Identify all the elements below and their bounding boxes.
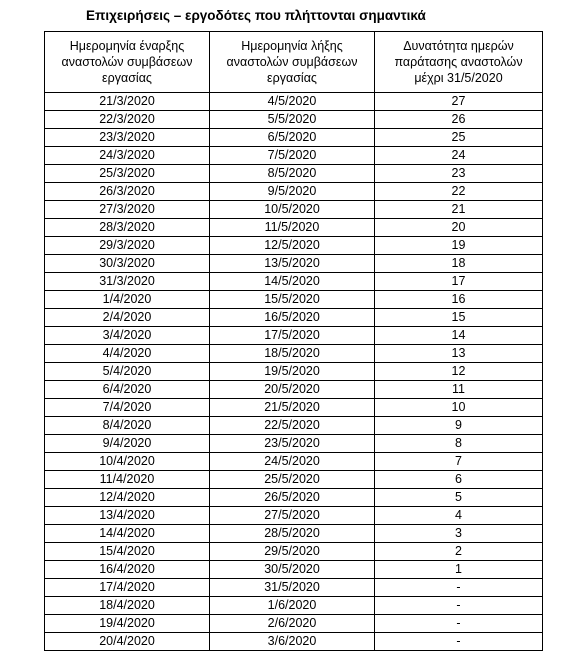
cell-end-date: 16/5/2020 — [210, 309, 375, 327]
cell-start-date: 2/4/2020 — [45, 309, 210, 327]
cell-start-date: 14/4/2020 — [45, 525, 210, 543]
cell-end-date: 27/5/2020 — [210, 507, 375, 525]
header-extension-days: Δυνατότητα ημερών παράτασης αναστολών μέχρι 31/5/2020 — [375, 32, 543, 93]
cell-start-date: 11/4/2020 — [45, 471, 210, 489]
cell-extension-days: 11 — [375, 381, 543, 399]
cell-start-date: 6/4/2020 — [45, 381, 210, 399]
table-row — [45, 345, 543, 363]
table-row — [45, 309, 543, 327]
cell-end-date: 10/5/2020 — [210, 201, 375, 219]
table-row — [45, 579, 543, 597]
table-row — [45, 471, 543, 489]
cell-end-date: 8/5/2020 — [210, 165, 375, 183]
cell-end-date: 1/6/2020 — [210, 597, 375, 615]
table-row — [45, 561, 543, 579]
cell-start-date: 15/4/2020 — [45, 543, 210, 561]
cell-end-date: 5/5/2020 — [210, 111, 375, 129]
cell-end-date: 22/5/2020 — [210, 417, 375, 435]
cell-extension-days: 1 — [375, 561, 543, 579]
cell-end-date: 3/6/2020 — [210, 633, 375, 651]
cell-start-date: 17/4/2020 — [45, 579, 210, 597]
cell-start-date: 27/3/2020 — [45, 201, 210, 219]
cell-extension-days: 13 — [375, 345, 543, 363]
cell-start-date: 22/3/2020 — [45, 111, 210, 129]
cell-extension-days: 5 — [375, 489, 543, 507]
table-row — [45, 597, 543, 615]
table-row — [45, 453, 543, 471]
cell-extension-days: 17 — [375, 273, 543, 291]
cell-start-date: 13/4/2020 — [45, 507, 210, 525]
table-row — [45, 147, 543, 165]
cell-end-date: 7/5/2020 — [210, 147, 375, 165]
cell-end-date: 12/5/2020 — [210, 237, 375, 255]
table-row — [45, 489, 543, 507]
header-end-date: Ημερομηνία λήξης αναστολών συμβάσεων εργασίας — [210, 32, 375, 93]
table-row — [45, 633, 543, 651]
cell-start-date: 26/3/2020 — [45, 183, 210, 201]
table-row — [45, 93, 543, 111]
cell-start-date: 18/4/2020 — [45, 597, 210, 615]
table-row — [45, 183, 543, 201]
table-row — [45, 327, 543, 345]
table-row — [45, 219, 543, 237]
cell-start-date: 4/4/2020 — [45, 345, 210, 363]
cell-end-date: 9/5/2020 — [210, 183, 375, 201]
cell-end-date: 6/5/2020 — [210, 129, 375, 147]
cell-end-date: 25/5/2020 — [210, 471, 375, 489]
cell-end-date: 20/5/2020 — [210, 381, 375, 399]
cell-end-date: 24/5/2020 — [210, 453, 375, 471]
cell-start-date: 21/3/2020 — [45, 93, 210, 111]
cell-end-date: 26/5/2020 — [210, 489, 375, 507]
cell-end-date: 21/5/2020 — [210, 399, 375, 417]
cell-extension-days: 26 — [375, 111, 543, 129]
suspension-schedule-table — [44, 31, 543, 651]
table-row — [45, 129, 543, 147]
cell-start-date: 23/3/2020 — [45, 129, 210, 147]
cell-extension-days: 3 — [375, 525, 543, 543]
table-row — [45, 435, 543, 453]
cell-start-date: 12/4/2020 — [45, 489, 210, 507]
cell-extension-days: 10 — [375, 399, 543, 417]
cell-start-date: 9/4/2020 — [45, 435, 210, 453]
table-row — [45, 165, 543, 183]
cell-extension-days: 24 — [375, 147, 543, 165]
cell-end-date: 4/5/2020 — [210, 93, 375, 111]
cell-extension-days: - — [375, 615, 543, 633]
cell-end-date: 17/5/2020 — [210, 327, 375, 345]
cell-end-date: 2/6/2020 — [210, 615, 375, 633]
table-row — [45, 237, 543, 255]
table-row — [45, 291, 543, 309]
cell-extension-days: 25 — [375, 129, 543, 147]
table-body — [45, 93, 543, 651]
cell-extension-days: 6 — [375, 471, 543, 489]
table-row — [45, 543, 543, 561]
table-row — [45, 615, 543, 633]
cell-end-date: 29/5/2020 — [210, 543, 375, 561]
table-title: Επιχειρήσεις – εργοδότες που πλήττονται σημαντικά — [86, 8, 426, 23]
cell-extension-days: - — [375, 579, 543, 597]
cell-start-date: 7/4/2020 — [45, 399, 210, 417]
cell-end-date: 28/5/2020 — [210, 525, 375, 543]
table-row — [45, 381, 543, 399]
cell-start-date: 3/4/2020 — [45, 327, 210, 345]
cell-extension-days: 4 — [375, 507, 543, 525]
cell-start-date: 30/3/2020 — [45, 255, 210, 273]
cell-end-date: 15/5/2020 — [210, 291, 375, 309]
table-row — [45, 201, 543, 219]
cell-extension-days: 2 — [375, 543, 543, 561]
cell-extension-days: 18 — [375, 255, 543, 273]
table-row — [45, 525, 543, 543]
cell-end-date: 11/5/2020 — [210, 219, 375, 237]
cell-extension-days: - — [375, 633, 543, 651]
cell-end-date: 13/5/2020 — [210, 255, 375, 273]
cell-extension-days: 27 — [375, 93, 543, 111]
cell-extension-days: 14 — [375, 327, 543, 345]
header-start-date: Ημερομηνία έναρξης αναστολών συμβάσεων εργασίας — [45, 32, 210, 93]
cell-start-date: 25/3/2020 — [45, 165, 210, 183]
cell-extension-days: - — [375, 597, 543, 615]
cell-end-date: 31/5/2020 — [210, 579, 375, 597]
cell-extension-days: 7 — [375, 453, 543, 471]
cell-extension-days: 19 — [375, 237, 543, 255]
cell-extension-days: 12 — [375, 363, 543, 381]
cell-extension-days: 23 — [375, 165, 543, 183]
table-row — [45, 255, 543, 273]
cell-start-date: 24/3/2020 — [45, 147, 210, 165]
cell-start-date: 29/3/2020 — [45, 237, 210, 255]
cell-end-date: 18/5/2020 — [210, 345, 375, 363]
cell-start-date: 8/4/2020 — [45, 417, 210, 435]
cell-end-date: 19/5/2020 — [210, 363, 375, 381]
table-row — [45, 399, 543, 417]
cell-end-date: 23/5/2020 — [210, 435, 375, 453]
cell-start-date: 28/3/2020 — [45, 219, 210, 237]
cell-start-date: 20/4/2020 — [45, 633, 210, 651]
cell-extension-days: 22 — [375, 183, 543, 201]
cell-start-date: 5/4/2020 — [45, 363, 210, 381]
cell-start-date: 1/4/2020 — [45, 291, 210, 309]
cell-start-date: 19/4/2020 — [45, 615, 210, 633]
cell-start-date: 16/4/2020 — [45, 561, 210, 579]
cell-start-date: 10/4/2020 — [45, 453, 210, 471]
cell-extension-days: 20 — [375, 219, 543, 237]
cell-end-date: 30/5/2020 — [210, 561, 375, 579]
header-row — [45, 32, 543, 93]
table-row — [45, 363, 543, 381]
cell-extension-days: 15 — [375, 309, 543, 327]
cell-start-date: 31/3/2020 — [45, 273, 210, 291]
table-row — [45, 417, 543, 435]
table-row — [45, 507, 543, 525]
cell-end-date: 14/5/2020 — [210, 273, 375, 291]
cell-extension-days: 21 — [375, 201, 543, 219]
table-row — [45, 111, 543, 129]
table-header — [45, 32, 543, 93]
cell-extension-days: 9 — [375, 417, 543, 435]
cell-extension-days: 16 — [375, 291, 543, 309]
cell-extension-days: 8 — [375, 435, 543, 453]
table-row — [45, 273, 543, 291]
